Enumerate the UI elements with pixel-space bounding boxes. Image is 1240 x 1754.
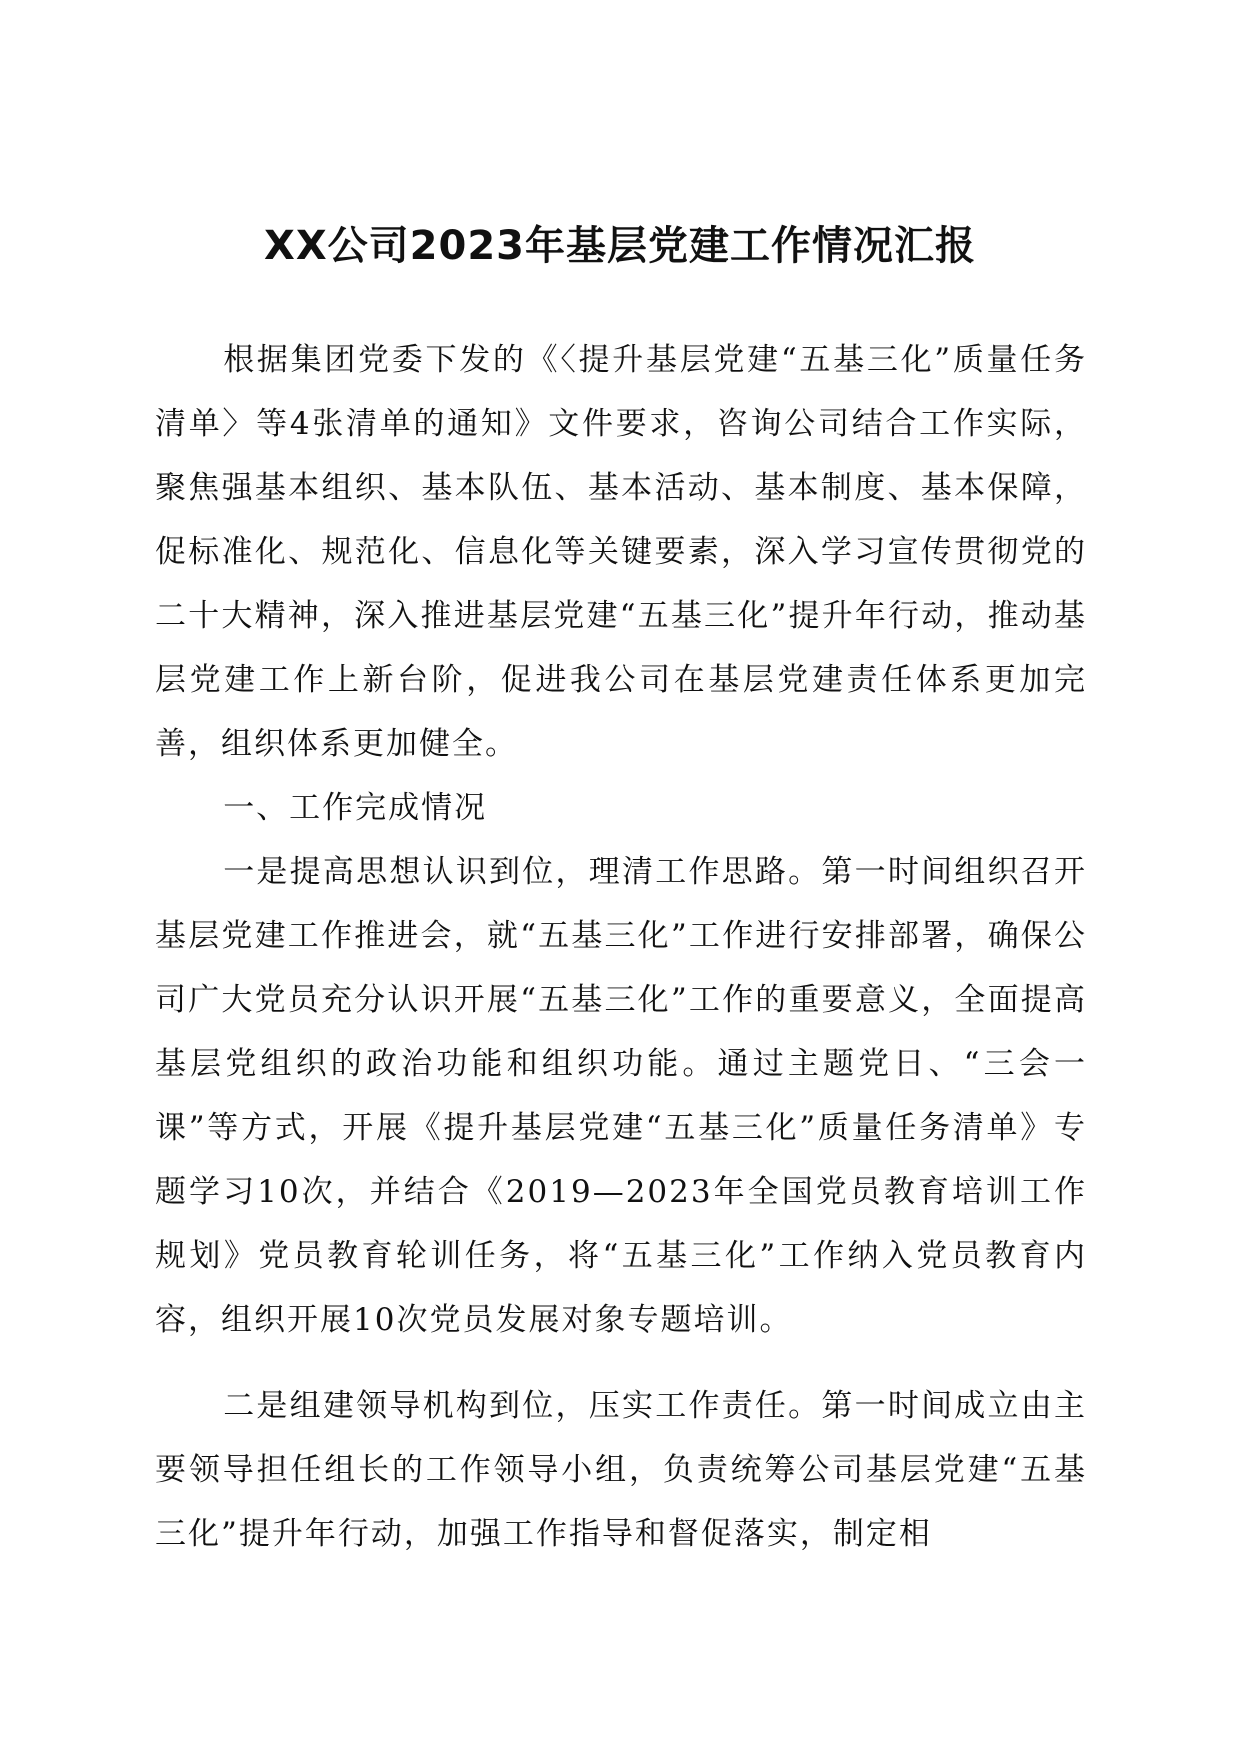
paragraph-intro: 根据集团党委下发的《〈提升基层党建“五基三化”质量任务清单〉等4张清单的通知》文件要求，咨询公司结合工作实际，聚焦强基本组织、基本队伍、基本活动、基本制度、基本保障，促标准化、规范化、信息化等关键要素，深入学习宣传贯彻党的二十大精神，深入推进基层党建“五基三化”提升年行动，推动基层党建工作上新台阶，促进我公司在基层党建责任体系更加完善，组织体系更加健全。: [155, 342, 1087, 762]
paragraph-point-two: 二是组建领导机构到位，压实工作责任。第一时间成立由主要领导担任组长的工作领导小组，负责统筹公司基层党建“五基三化”提升年行动，加强工作指导和督促落实，制定相: [155, 1388, 1087, 1552]
document-body: [155, 328, 1087, 1566]
section-heading: 一、工作完成情况: [223, 790, 488, 826]
document-title: XX公司2023年基层党建工作情况汇报: [263, 223, 976, 269]
paragraph-point-one: 一是提高思想认识到位，理清工作思路。第一时间组织召开基层党建工作推进会，就“五基三化”工作进行安排部署，确保公司广大党员充分认识开展“五基三化”工作的重要意义，全面提高基层党组织的政治功能和组织功能。通过主题党日、“三会一课”等方式，开展《提升基层党建“五基三化”质量任务清单》专题学习10次，并结合《2019—2023年全国党员教育培训工作规划》党员教育轮训任务，将“五基三化”工作纳入党员教育内容，组织开展10次党员发展对象专题培训。: [155, 854, 1087, 1338]
